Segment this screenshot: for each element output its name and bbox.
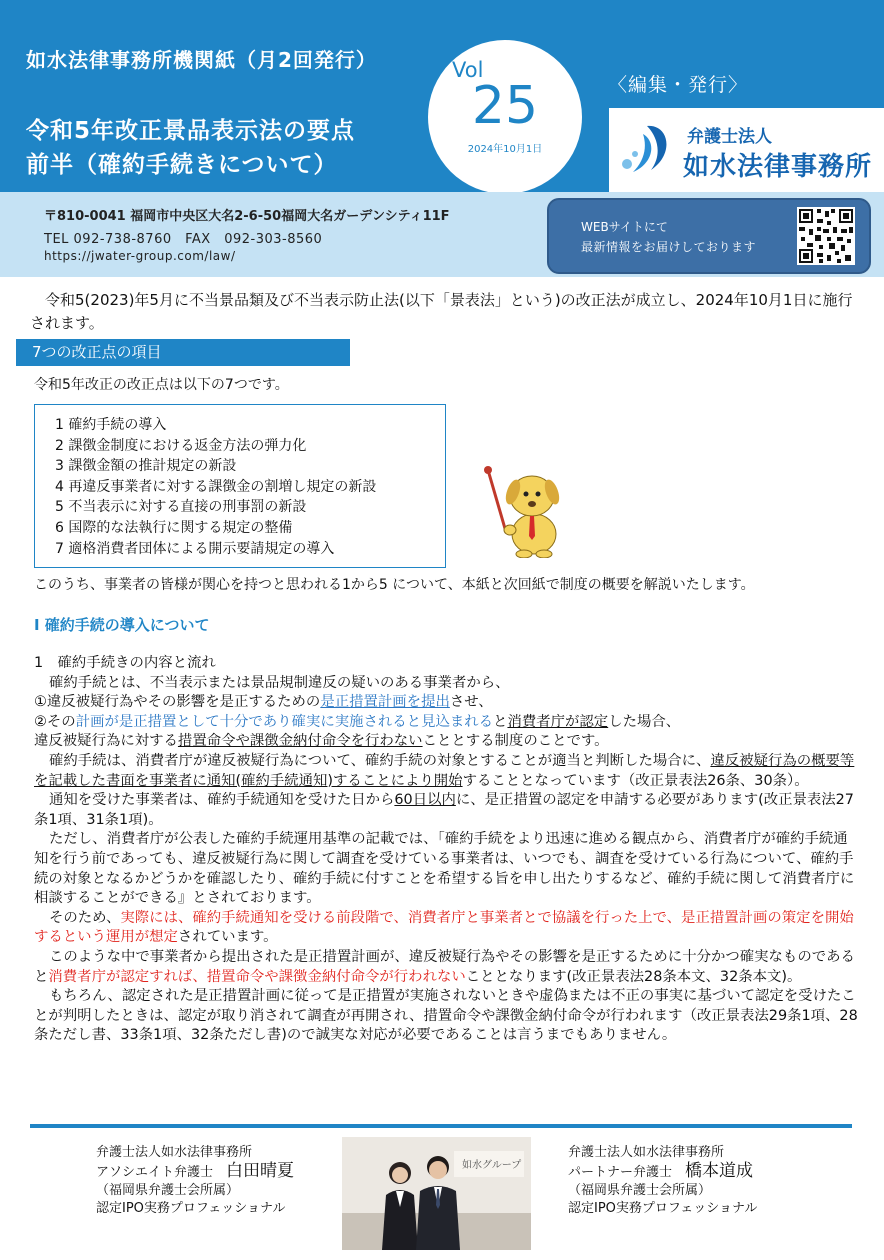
author-right [568,1144,757,1218]
underlined-text: 60日以内 [394,792,456,809]
body-text: こととなります(改正景表法28条本文、32条本文)。 [465,968,802,985]
author-title-line [96,1162,294,1182]
body-paragraph [34,752,860,791]
underlined-text: 措置命令や課徴金納付命令を行わない [177,733,423,750]
author-name: 白田晴夏 [226,1161,295,1181]
highlight-text: 是正措置計画を提出 [320,694,450,711]
logo-firm-name: 如水法律事務所 [683,152,873,182]
body-text: こととする制度のことです。 [422,733,609,750]
body-text: もちろん、認定された是正措置計画に従って是正措置が実施されないときや虚偽または不正の事実に基づいて認定を受けたことが判明したときは、認定が取り消されて調査が再開され、措置命令や課徴金納付命令が行われます（改正景表法29条1項、28条ただし書、33条1項、32条ただし書)ので誠実な対応が必要であることは言うまでもありません。 [34,988,858,1044]
address: 〒810-0041 福岡市中央区大名2-6-50福岡大名ガーデンシティ11F [44,209,450,224]
lawyers-photo [342,1137,531,1250]
website-notice-line1: WEBサイトにて [581,220,668,234]
list-item: 4 再違反事業者に対する課徴金の割増し規定の新設 [55,478,377,495]
website-notice-line2: 最新情報をお届けしております [581,240,757,254]
editor-label: 〈編集・発行〉 [608,74,749,96]
underlined-text: 消費者庁が認定 [507,713,609,730]
body-paragraph [34,693,860,713]
body-paragraph [34,909,860,948]
list-item: 3 課徴金額の推計規定の新設 [55,458,237,475]
section-summary: このうち、事業者の皆様が関心を持つと思われる1から5 について、本紙と次回紙で制度の概要を解説いたします。 [34,577,755,593]
highlight-text: 計画が是正措置として十分であり確実に実施されると見込まれる [75,713,494,730]
body-paragraph [34,674,860,694]
body-text: 確約手続は、消費者庁が違反被疑行為について、確約手続の対象とすることが適当と判断した場合に、 [49,752,711,769]
water-drop-logo-icon [617,120,679,180]
body-text: と [493,713,508,730]
logo-firm-type: 弁護士法人 [687,127,772,147]
body-text: ②その [34,713,76,730]
lawyers-photo-image [342,1137,531,1250]
list-item: 2 課徴金制度における返金方法の弾力化 [55,437,307,454]
list-item: 5 不当表示に対する直接の刑事罰の新設 [55,499,307,516]
list-item: 6 国際的な法執行に関する規定の整備 [55,519,293,536]
photo-sign: 如水グループ [462,1160,522,1171]
body-text: ①違反被疑行為やその影響を是正するための [34,694,321,711]
website-url[interactable]: https://jwater-group.com/law/ [44,249,236,263]
volume-badge [428,40,582,194]
volume-number: 25 [471,76,539,136]
body-paragraph [34,830,860,908]
author-name: 橋本道成 [685,1161,754,1181]
author-left [96,1144,294,1218]
author-bar: （福岡県弁護士会所属） [96,1183,240,1198]
section-heading: 7つの改正点の項目 [16,339,350,366]
body-paragraph [34,948,860,987]
author-cert: 認定IPO実務プロフェッショナル [568,1201,758,1216]
article-body [34,654,860,1046]
contact-strip [0,192,884,277]
body-text: に、是正措置の認定を申請する必要があります(改正景表法27条1項、31条1項)。 [34,792,854,828]
subsection-heading: I 確約手続の導入について [34,616,210,634]
body-text: そのため、 [49,909,121,926]
list-item: 7 適格消費者団体による開示要請規定の導入 [55,540,335,557]
publication-name: 如水法律事務所機関紙（月2回発行） [26,48,377,72]
issue-date: 2024年10月1日 [467,144,543,155]
body-text: 確約手続とは、不当表示または景品規制違反の疑いのある事業者から、 [49,674,510,691]
body-text: 通知を受けた事業者は、確約手続通知を受けた日から [49,792,395,809]
author-cert: 認定IPO実務プロフェッショナル [96,1201,286,1216]
author-title: パートナー弁護士 [568,1165,673,1180]
volume-label: Vol [452,58,484,82]
list-item: 1 確約手続の導入 [55,417,167,433]
author-bar: （福岡県弁護士会所属） [568,1183,712,1198]
author-firm: 弁護士法人如水法律事務所 [568,1145,725,1160]
body-text: することとなっています（改正景表法26条、30条）。 [462,772,809,789]
author-title: アソシエイト弁護士 [96,1165,214,1180]
footer-divider [30,1124,852,1128]
section-intro: 令和5年改正の改正点は以下の7つです。 [34,377,289,393]
firm-logo[interactable] [609,108,884,192]
website-notice [547,198,871,274]
tel-fax: TEL 092-738-8760 FAX 092-303-8560 [44,232,323,247]
body-text: した場合、 [608,713,681,730]
qr-code-icon[interactable] [797,207,855,265]
body-text: ただし、消費者庁が公表した確約手続運用基準の記載では、「確約手続をより迅速に進める観点から、消費者庁が確約手続通知を行う前であっても、違反被疑行為に関して調査を受けている事業者は、いつでも、調査を受けている行為について、確約手続の対象となるかどうかを確認したり、確約手続に付すことを希望する旨を申し出たりするなど、確約手続に関して消費者庁に相談することができる』とされております。 [34,831,855,907]
body-text: させ、 [449,694,493,711]
body-paragraph [34,732,860,752]
body-paragraph [34,791,860,830]
body-text: このような中で事業者から提出された是正措置計画が、違反被疑行為やその影響を是正するために十分かつ確実なものであると [34,948,855,985]
author-firm: 弁護士法人如水法律事務所 [96,1145,253,1160]
underlined-text: 違反被疑行為の概要等を記載した書面を事業者に通知(確約手続通知)することにより開始 [34,752,855,789]
issue-title-line2: 前半（確約手続きについて） [26,152,338,178]
body-paragraph [34,713,860,733]
dog-mascot-icon [480,458,570,558]
issue-title-line1: 令和5年改正景品表示法の要点 [26,118,356,144]
body-text: 違反被疑行為に対する [34,733,178,750]
emphasis-text: 実際には、確約手続通知を受ける前段階で、消費者庁と事業者とで協議を行った上で、是正措置計画の策定を開始するという運用が想定 [34,909,854,946]
body-paragraph [34,987,860,1046]
body-text: されています。 [177,929,278,946]
author-title-line [568,1162,757,1182]
emphasis-text: 消費者庁が認定すれば、措置命令や課徴金納付命令が行われない [48,968,466,985]
body-heading: 1 確約手続きの内容と流れ [34,655,216,671]
revision-points-list [34,404,446,568]
intro-paragraph: 令和5(2023)年5月に不当景品類及び不当表示防止法(以下「景表法」という)の改正法が成立し、2024年10月1日に施行されます。 [30,291,853,332]
